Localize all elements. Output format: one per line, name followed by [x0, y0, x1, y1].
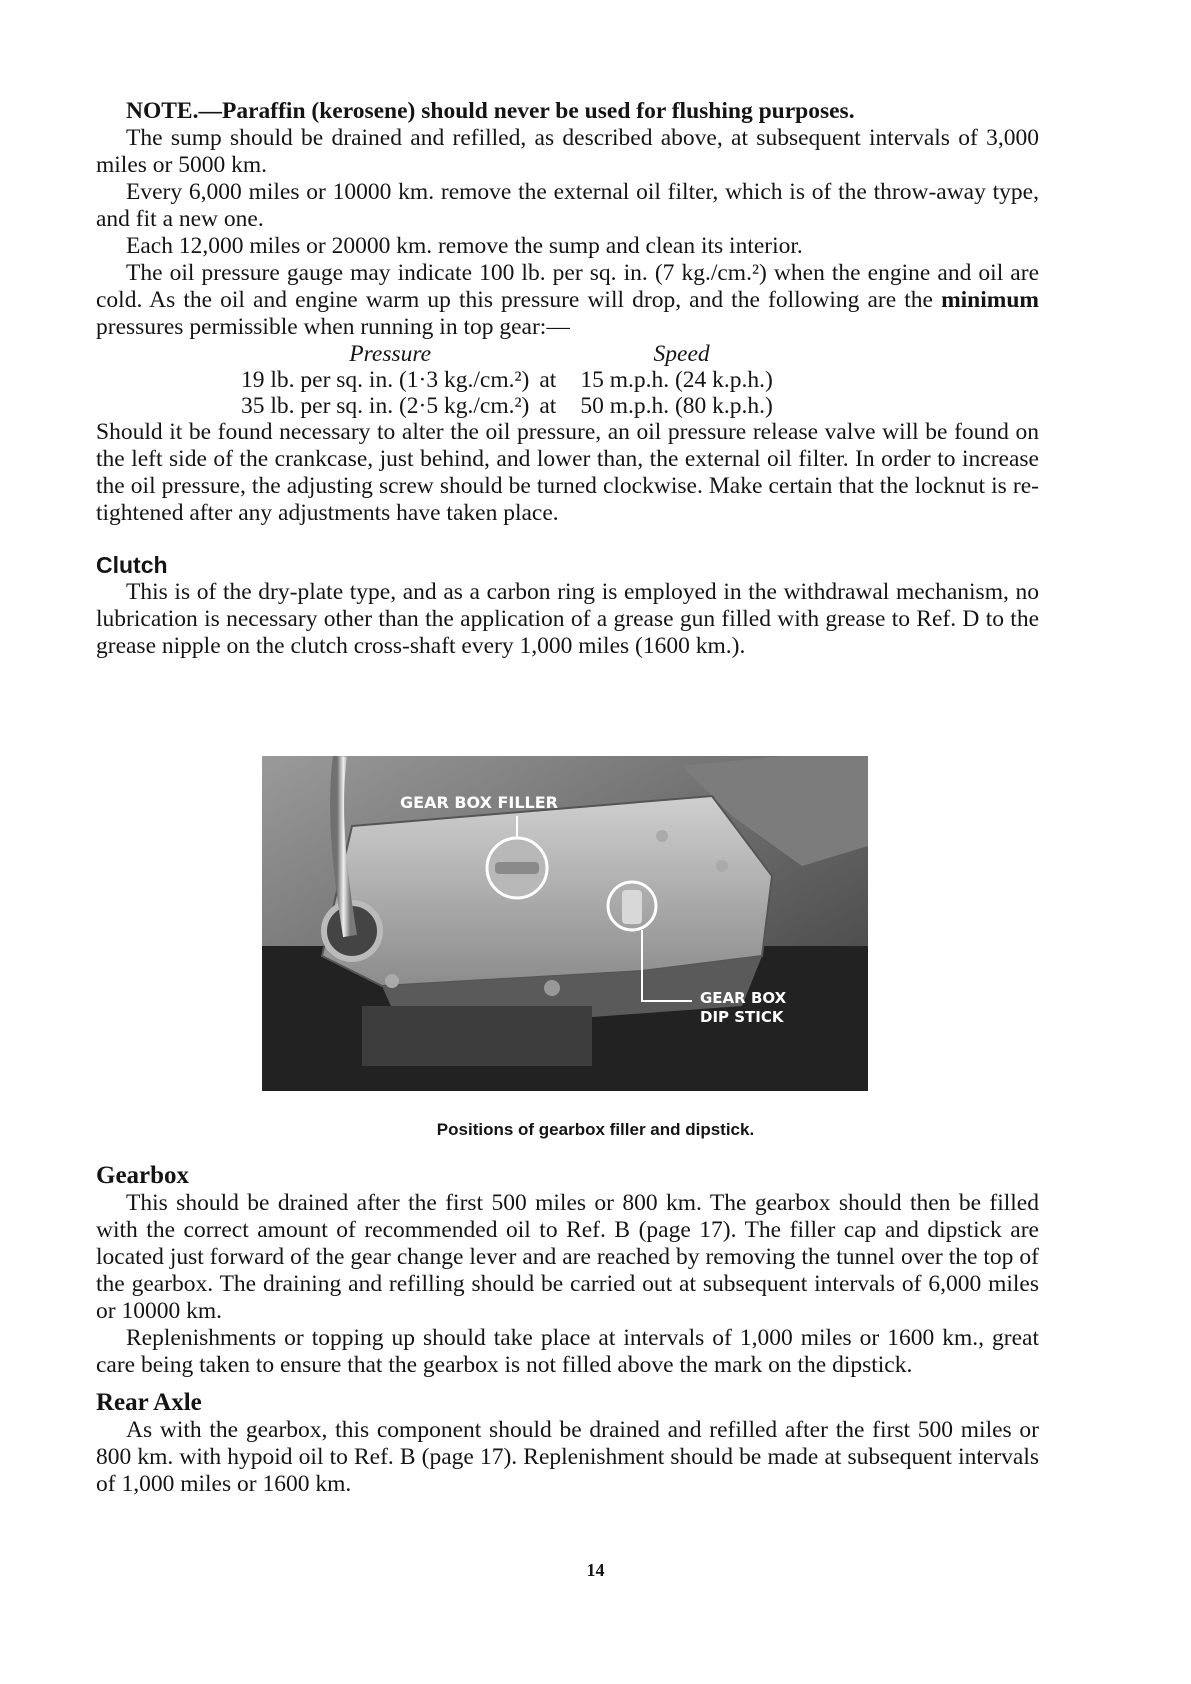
pressure-table-header: [241, 341, 783, 367]
para-oil-pressure-a: The oil pressure gauge may indicate 100 lb. per sq. in. (7 kg./cm.²) when the engine and oil are cold. As the oil and engine warm up this pressure will drop, and the following are the: [96, 260, 1039, 313]
gearbox-text-2: Replenishments or topping up should take place at intervals of 1,000 miles or 1600 km., great care being taken to ensure that the gearbox is not filled above the mark on the dipstick.: [96, 1325, 1039, 1378]
header-speed: Speed: [653, 341, 710, 367]
para-oil-pressure: [96, 260, 1039, 341]
bottom-text-block: [96, 1162, 1039, 1498]
photo-label-dipstick-line1: GEAR BOX: [700, 989, 787, 1007]
pressure-cell: 19 lb. per sq. in. (1·3 kg./cm.²): [241, 367, 530, 393]
page-number: 14: [586, 1560, 605, 1580]
para-release-valve: Should it be found necessary to alter the oil pressure, an oil pressure release valve will be found on the left side of the crankcase, just behind, and lower than, the external oil filter. In order to increase the oil pressure, the adjusting screw should be turned clockwise. Make certain that the locknut is re-tightened after any adjustments have taken place.: [96, 419, 1039, 526]
para-oil-pressure-b: pressures permissible when running in top gear:—: [96, 314, 570, 340]
at-cell: at: [539, 367, 557, 393]
speed-cell: 50 m.p.h. (80 k.p.h.): [580, 393, 773, 419]
at-cell: at: [539, 393, 557, 419]
top-text-block: [96, 98, 1039, 660]
table-row: [241, 367, 783, 393]
note-paraffin: NOTE.—Paraffin (kerosene) should never be used for flushing purposes.: [126, 98, 855, 124]
clutch-text: This is of the dry-plate type, and as a carbon ring is employed in the withdrawal mechanism, no lubrication is necessary other than the application of a grease gun filled with grease to Ref. D to the grease nipple on the clutch cross-shaft every 1,000 miles (1600 km.).: [96, 579, 1039, 659]
photo-caption: Positions of gearbox filler and dipstick.: [436, 1120, 755, 1139]
para-oil-filter: Every 6,000 miles or 10000 km. remove the external oil filter, which is of the throw-away type, and fit a new one.: [96, 179, 1039, 232]
gearbox-photo: [262, 756, 868, 1091]
pressure-table: [241, 341, 783, 419]
rear-axle-heading: Rear Axle: [96, 1389, 202, 1416]
rear-axle-text: As with the gearbox, this component should be drained and refilled after the first 500 miles or 800 km. with hypoid oil to Ref. B (page 17). Replenishment should be made at subsequent intervals of 1,000 miles or 1600 km.: [96, 1417, 1039, 1497]
clutch-heading: Clutch: [96, 552, 168, 578]
gearbox-text-1: This should be drained after the first 500 miles or 800 km. The gearbox should then be filled with the correct amount of recommended oil to Ref. B (page 17). The filler cap and dipstick are located just forward of the gear change lever and are reached by removing the tunnel over the top of the gearbox. The draining and refilling should be carried out at subsequent intervals of 6,000 miles or 10000 km.: [96, 1190, 1039, 1324]
para-sump-clean: Each 12,000 miles or 20000 km. remove the sump and clean its interior.: [126, 233, 803, 259]
table-row: [241, 393, 783, 419]
para-oil-pressure-minimum: minimum: [941, 287, 1040, 313]
gearbox-heading: Gearbox: [96, 1162, 190, 1189]
pressure-cell: 35 lb. per sq. in. (2·5 kg./cm.²): [241, 393, 530, 419]
photo-label-dipstick-line2: DIP STICK: [700, 1008, 784, 1026]
para-sump-interval: The sump should be drained and refilled, as described above, at subsequent intervals of 3,000 miles or 5000 km.: [96, 125, 1039, 178]
speed-cell: 15 m.p.h. (24 k.p.h.): [580, 367, 773, 393]
photo-label-filler: GEAR BOX FILLER: [400, 793, 558, 812]
gearbox-photo-illustration: [262, 756, 868, 1091]
header-pressure: Pressure: [349, 341, 432, 367]
